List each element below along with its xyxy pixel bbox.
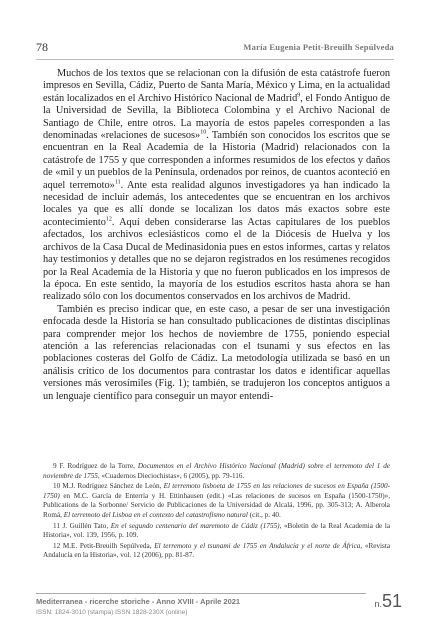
page-footer — [36, 591, 402, 627]
footnote-text: (cit., p. 40. — [247, 510, 281, 519]
footnote-text: 12 M.E. Petit-Breuilh Sepúlveda, — [53, 541, 155, 550]
footnote-text: 10 M.J. Rodríguez Sánchez de León, — [53, 482, 164, 491]
page-header — [36, 40, 394, 56]
footnote — [43, 522, 390, 541]
paragraph-text: . También son conocidos los escritos que se encuentran en la Real Academia de la Historia (Madrid) relacionados con la catástrofe de 1755 y que corresponden a informes resumidos de los efectos y daños de «mil y un pueblos de la Península, ordenados por reinos, de cuantos aconteció en aquel terremoto» — [43, 130, 391, 191]
footnote-text: 9 F. Rodríguez de la Torre, — [53, 462, 138, 470]
paragraph-text: También es preciso indicar que, en este caso, a pesar de ser una investigación enfocada desde la Historia se han consultado publicaciones de distintas disciplinas para comprender mejor los hechos de noviembre de 1755, poniendo especial atención a las referencias relacionadas con el tsunami y sus efectos en las poblaciones costeras del Golfo de Cádiz. La metodología utilizada se basó en un análisis crítico de los documentos para contrastar los datos e identificar aquellas versiones más verosímiles (Fig. 1); también, se tradujeron los conceptos antiguos a un lenguaje científico para conseguir un mayor entendi- — [43, 303, 390, 402]
footnote — [43, 482, 390, 520]
body-text — [43, 68, 390, 403]
footnote — [43, 542, 390, 561]
italic-title: El terremoto y el tsunami de 1755 en Andalucía y el norte de África — [154, 541, 361, 550]
paragraph-text: . Ante esta realidad algunos investigadores ya han indicado la necesidad de incluir además, los antecedentes que se encuentran en los archivos locales ya que es allí donde se localizan los datos más exactos sobre este acontecimiento — [43, 179, 390, 228]
footer-rule — [36, 593, 366, 594]
footnote-text: , «Revista Andalucía en la Historia», vol. 12 (2006), pp. 81-87. — [43, 541, 391, 560]
footnote-ref: 10 — [200, 129, 207, 136]
issn: ISSN: 1824-3010 (stampa) ISSN 1828-230X (online) — [36, 609, 188, 616]
footnote-ref: 9 — [297, 92, 301, 99]
page-number: 78 — [36, 40, 48, 54]
page-prefix: n. — [374, 599, 382, 609]
footer-page-number — [374, 591, 402, 612]
italic-title: Documentos en el Archivo Histórico Nacional (Madrid) sobre el terremoto del 1 de noviembre de 1755 — [43, 462, 390, 480]
paragraph-text: , el Fondo Antiguo de la Universidad de Sevilla, la Biblioteca Colombina y el Archivo Nacional de Santiago de Chile, entre otros. La mayoría de estos papeles corresponden a las denominadas «relaciones de sucesos» — [43, 92, 390, 142]
paragraph — [43, 304, 390, 403]
journal-name: Mediterranea - ricerche storiche - Anno XVIII - Aprile 2021 — [36, 597, 241, 606]
running-title: María Eugenia Petit-Breuilh Sepúlveda — [243, 42, 394, 52]
footnote-ref: 11 — [114, 179, 121, 186]
footnote-ref: 12 — [105, 216, 112, 223]
paragraph-text: . Aquí deben considerarse las Actas capitulares de los pueblos afectados, los archivos eclesiásticos como el de la Diócesis de Huelva y los archivos de la Casa Ducal de Medinasidonia pues en estos informes, cartas y relatos hay testimonios y detalles que no se dejaron registrados en los resúmenes recogidos por la Real Academia de la Historia y que no fueron publicados en los impresos de la época. En este sentido, la mayoría de los estudios escritos hasta ahora se han realizado sólo con los documentos conservados en los archivos de Madrid. — [43, 216, 390, 303]
footnote — [43, 462, 390, 481]
footnote-text: en M.C. García de Enterría y H. Ettinhausen (edit.) «Las relaciones de sucesos en España (1500-1750)», Publications de la Sorbonne/ Servicio de Publicaciones de la Universidad de Alcalá, 1996, pp. 305-313; A. Alberola Romá, — [43, 491, 390, 519]
header-rule — [36, 59, 394, 60]
footnote-text: , «Boletín de la Real Academia de la Historia», vol. 139, 1956, p. 109. — [43, 521, 391, 540]
italic-title: El terremoto del Lisboa en el contexto del catastrofismo natural — [63, 510, 248, 519]
italic-title: En el segundo centenario del maremoto de Cádiz (1755) — [110, 521, 280, 530]
italic-title: El terremoto lisboeta de 1755 en las relaciones de sucesos en España (1500-1750) — [43, 482, 390, 500]
footnotes — [43, 462, 390, 562]
paragraph — [43, 68, 390, 304]
paragraph-text: Muchos de los textos que se relacionan con la difusión de esta catástrofe fueron impresos en Sevilla, Cádiz, Puerto de Santa María, México y Lima, en la actualidad están localizados en el Archivo Histórico Nacional de Madrid — [43, 68, 390, 104]
footer-page: 51 — [381, 591, 402, 611]
footnote-text: , «Cuadernos Dieciochistas», 6 (2005), pp. 79-116. — [97, 471, 245, 480]
footnote-text: 11 J. Guillén Tato, — [53, 521, 111, 530]
